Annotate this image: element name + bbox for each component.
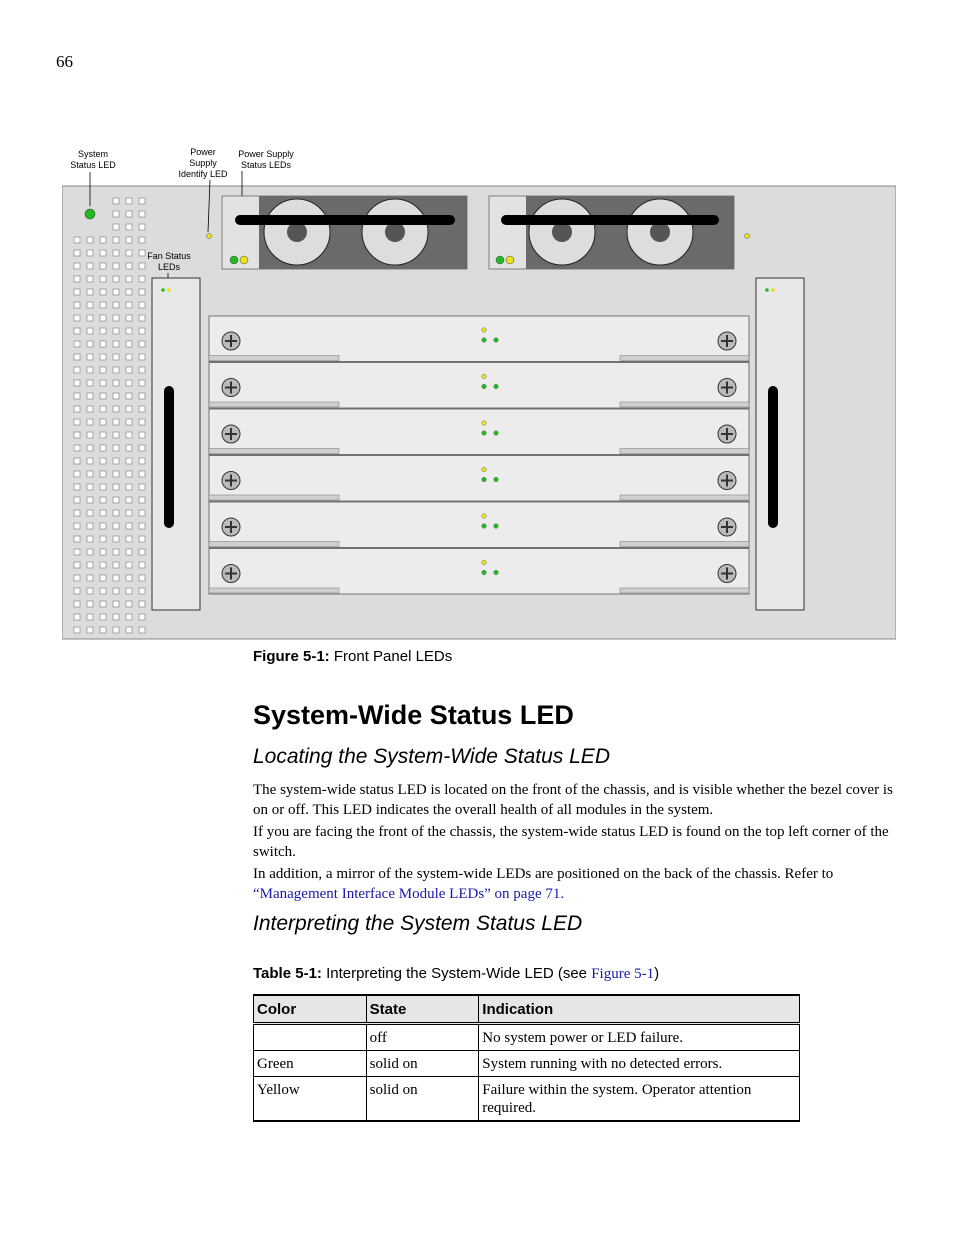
figure-caption-text: Front Panel LEDs	[329, 648, 453, 665]
fabric-slot	[209, 363, 749, 409]
label-power-identify-1: Power	[190, 147, 216, 157]
table-row	[254, 1024, 800, 1051]
locating-paragraph-2: If you are facing the front of the chassis, the system-wide status LED is found on the top left corner of the switch.	[253, 824, 889, 860]
locating-paragraph-3	[253, 864, 899, 904]
fabric-led-yellow	[482, 421, 487, 426]
fabric-slot	[209, 316, 749, 362]
table-caption-text: Interpreting the System-Wide LED (see	[321, 965, 592, 982]
ps2-status-led-green	[496, 256, 504, 264]
table-row	[254, 1077, 800, 1122]
fan-tray-right	[756, 278, 804, 610]
fabric-led-green	[494, 570, 499, 575]
fabric-slot	[209, 549, 749, 595]
cell-state: solid on	[366, 1051, 479, 1077]
table-caption-end: )	[654, 965, 660, 982]
figure-link[interactable]: Figure 5-1	[591, 966, 655, 982]
fabric-led-yellow	[482, 560, 487, 565]
label-power-status-1: Power Supply	[238, 149, 294, 159]
led-table	[253, 994, 800, 1122]
fan-left-led-2	[167, 288, 171, 292]
table-row	[254, 1051, 800, 1077]
label-fan-status-2: LEDs	[157, 262, 181, 272]
fabric-led-green	[482, 524, 487, 529]
power-supply-2	[489, 196, 734, 269]
locating-heading: Locating the System-Wide Status LED	[253, 745, 610, 768]
front-panel-diagram	[62, 140, 896, 640]
label-fan-status-1: Fan Status	[147, 251, 191, 261]
cell-indication: No system power or LED failure.	[479, 1024, 800, 1051]
section-title: System-Wide Status LED	[253, 700, 574, 730]
header-indication: Indication	[479, 995, 800, 1024]
power-identify-led-right	[745, 234, 750, 239]
fabric-slot	[209, 502, 749, 548]
locating-paragraph-3-text: In addition, a mirror of the system-wide LEDs are positioned on the back of the chassis. Refer to	[253, 866, 834, 882]
power-supply-1	[222, 196, 467, 269]
label-system-status-2: Status LED	[70, 160, 116, 170]
fabric-led-green	[494, 384, 499, 389]
fabric-led-green	[494, 477, 499, 482]
fabric-led-yellow	[482, 328, 487, 333]
interpreting-heading: Interpreting the System Status LED	[253, 912, 583, 935]
header-color: Color	[254, 995, 367, 1024]
fan-left-led-1	[161, 288, 165, 292]
ps1-status-led-yellow	[240, 256, 248, 264]
cell-state: solid on	[366, 1077, 479, 1122]
power-identify-led-left	[207, 234, 212, 239]
fabric-led-green	[494, 524, 499, 529]
table-caption	[253, 965, 659, 983]
label-power-identify-2: Supply	[189, 158, 217, 168]
fabric-led-green	[482, 384, 487, 389]
table-header-row	[254, 995, 800, 1024]
ps2-status-led-yellow	[506, 256, 514, 264]
front-panel-figure	[62, 140, 896, 640]
fabric-led-green	[482, 477, 487, 482]
fabric-led-green	[494, 431, 499, 436]
figure-caption	[253, 648, 452, 665]
cell-color: Green	[254, 1051, 367, 1077]
system-status-led	[85, 209, 95, 219]
fabric-led-yellow	[482, 467, 487, 472]
fabric-led-green	[494, 338, 499, 343]
fan-right-led-2	[771, 288, 775, 292]
fan-tray-left	[152, 278, 200, 610]
fan-right-led-1	[765, 288, 769, 292]
cell-indication: System running with no detected errors.	[479, 1051, 800, 1077]
fabric-led-green	[482, 570, 487, 575]
cell-color	[254, 1024, 367, 1051]
fabric-slot	[209, 456, 749, 502]
cell-color: Yellow	[254, 1077, 367, 1122]
locating-paragraph-1: The system-wide status LED is located on the front of the chassis, and is visible whether the bezel cover is on or off. This LED indicates the overall health of all modules in the system.	[253, 782, 893, 818]
fabric-led-green	[482, 338, 487, 343]
management-interface-link[interactable]: “Management Interface Module LEDs” on page 71.	[253, 886, 565, 902]
page-number: 66	[56, 52, 73, 71]
header-state: State	[366, 995, 479, 1024]
label-system-status-1: System	[77, 149, 109, 159]
label-power-status-2: Status LEDs	[240, 160, 292, 170]
table-caption-label: Table 5-1:	[253, 965, 322, 982]
cell-indication: Failure within the system. Operator attention required.	[479, 1077, 800, 1122]
fabric-led-yellow	[482, 514, 487, 519]
label-power-identify-3: Identify LED	[178, 169, 228, 179]
fabric-led-yellow	[482, 374, 487, 379]
figure-caption-label: Figure 5-1:	[253, 648, 330, 665]
fabric-led-green	[482, 431, 487, 436]
ps1-status-led-green	[230, 256, 238, 264]
cell-state: off	[366, 1024, 479, 1051]
fabric-slot	[209, 409, 749, 455]
